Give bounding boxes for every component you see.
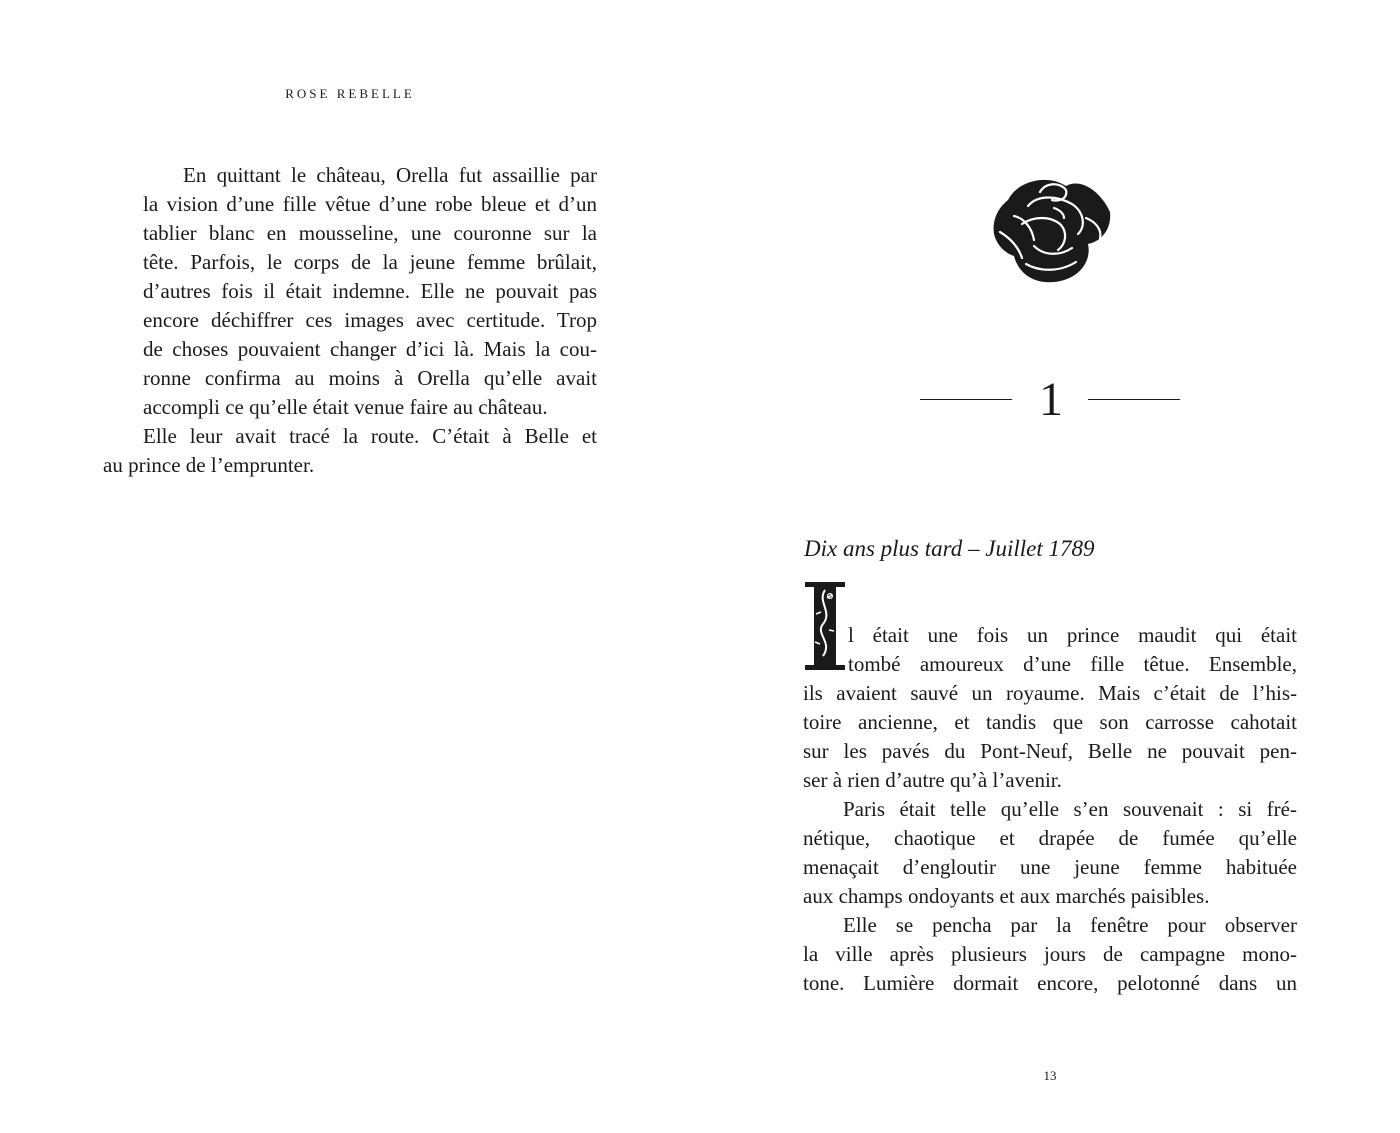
- text-line: menaçait d’engloutir une jeune femme habituée: [803, 855, 1297, 879]
- chapter-rule-right: [1088, 399, 1180, 400]
- chapter-rule-left: [920, 399, 1012, 400]
- text-line: la ville après plusieurs jours de campagne mono-: [803, 942, 1297, 966]
- text-line: tombé amoureux d’une fille têtue. Ensemble,: [848, 652, 1297, 676]
- text-line: tablier blanc en mousseline, une couronne sur la: [143, 221, 597, 245]
- paragraph: [803, 679, 1297, 795]
- page-number: 13: [1043, 1068, 1057, 1083]
- text-line: Elle se pencha par la fenêtre pour observer: [843, 913, 1297, 937]
- paragraph: [803, 795, 1297, 911]
- text-line: ser à rien d’autre qu’à l’avenir.: [803, 768, 1062, 792]
- running-head: ROSE REBELLE: [285, 86, 415, 101]
- text-line: ronne confirma au moins à Orella qu’elle avait: [143, 366, 597, 390]
- text-line: nétique, chaotique et drapée de fumée qu’elle: [803, 826, 1297, 850]
- text-line: encore déchiffrer ces images avec certitude. Trop: [143, 308, 597, 332]
- text-line: toire ancienne, et tandis que son carrosse cahotait: [803, 710, 1297, 734]
- paragraph: [803, 621, 1297, 679]
- text-line: l était une fois un prince maudit qui était: [848, 623, 1297, 647]
- rose-icon: [988, 172, 1114, 284]
- right-page: [700, 0, 1400, 1133]
- text-line: Paris était telle qu’elle s’en souvenait : si fré-: [843, 797, 1297, 821]
- left-page-text: [103, 161, 597, 480]
- text-line: au prince de l’emprunter.: [103, 453, 315, 477]
- text-line: de choses pouvaient changer d’ici là. Mais la cou-: [143, 337, 597, 361]
- text-line: aux champs ondoyants et aux marchés paisibles.: [803, 884, 1210, 908]
- text-line: tête. Parfois, le corps de la jeune femme brûlait,: [143, 250, 597, 274]
- text-line: tone. Lumière dormait encore, pelotonné dans un: [803, 971, 1297, 995]
- text-line: En quittant le château, Orella fut assaillie par: [183, 163, 597, 187]
- text-line: Elle leur avait tracé la route. C’était à Belle et: [143, 424, 597, 448]
- chapter-number: 1: [1039, 373, 1063, 426]
- text-line: accompli ce qu’elle était venue faire au château.: [143, 395, 548, 419]
- chapter-text: [803, 621, 1297, 998]
- text-line: la vision d’une fille vêtue d’une robe bleue et d’un: [143, 192, 597, 216]
- text-line: ils avaient sauvé un royaume. Mais c’était de l’his-: [803, 681, 1297, 705]
- text-line: sur les pavés du Pont-Neuf, Belle ne pouvait pen-: [803, 739, 1297, 763]
- paragraph: [103, 422, 597, 480]
- text-line: d’autres fois il était indemne. Elle ne pouvait pas: [143, 279, 597, 303]
- paragraph: [803, 911, 1297, 998]
- chapter-dateline: Dix ans plus tard – Juillet 1789: [804, 536, 1095, 561]
- paragraph: [103, 161, 597, 422]
